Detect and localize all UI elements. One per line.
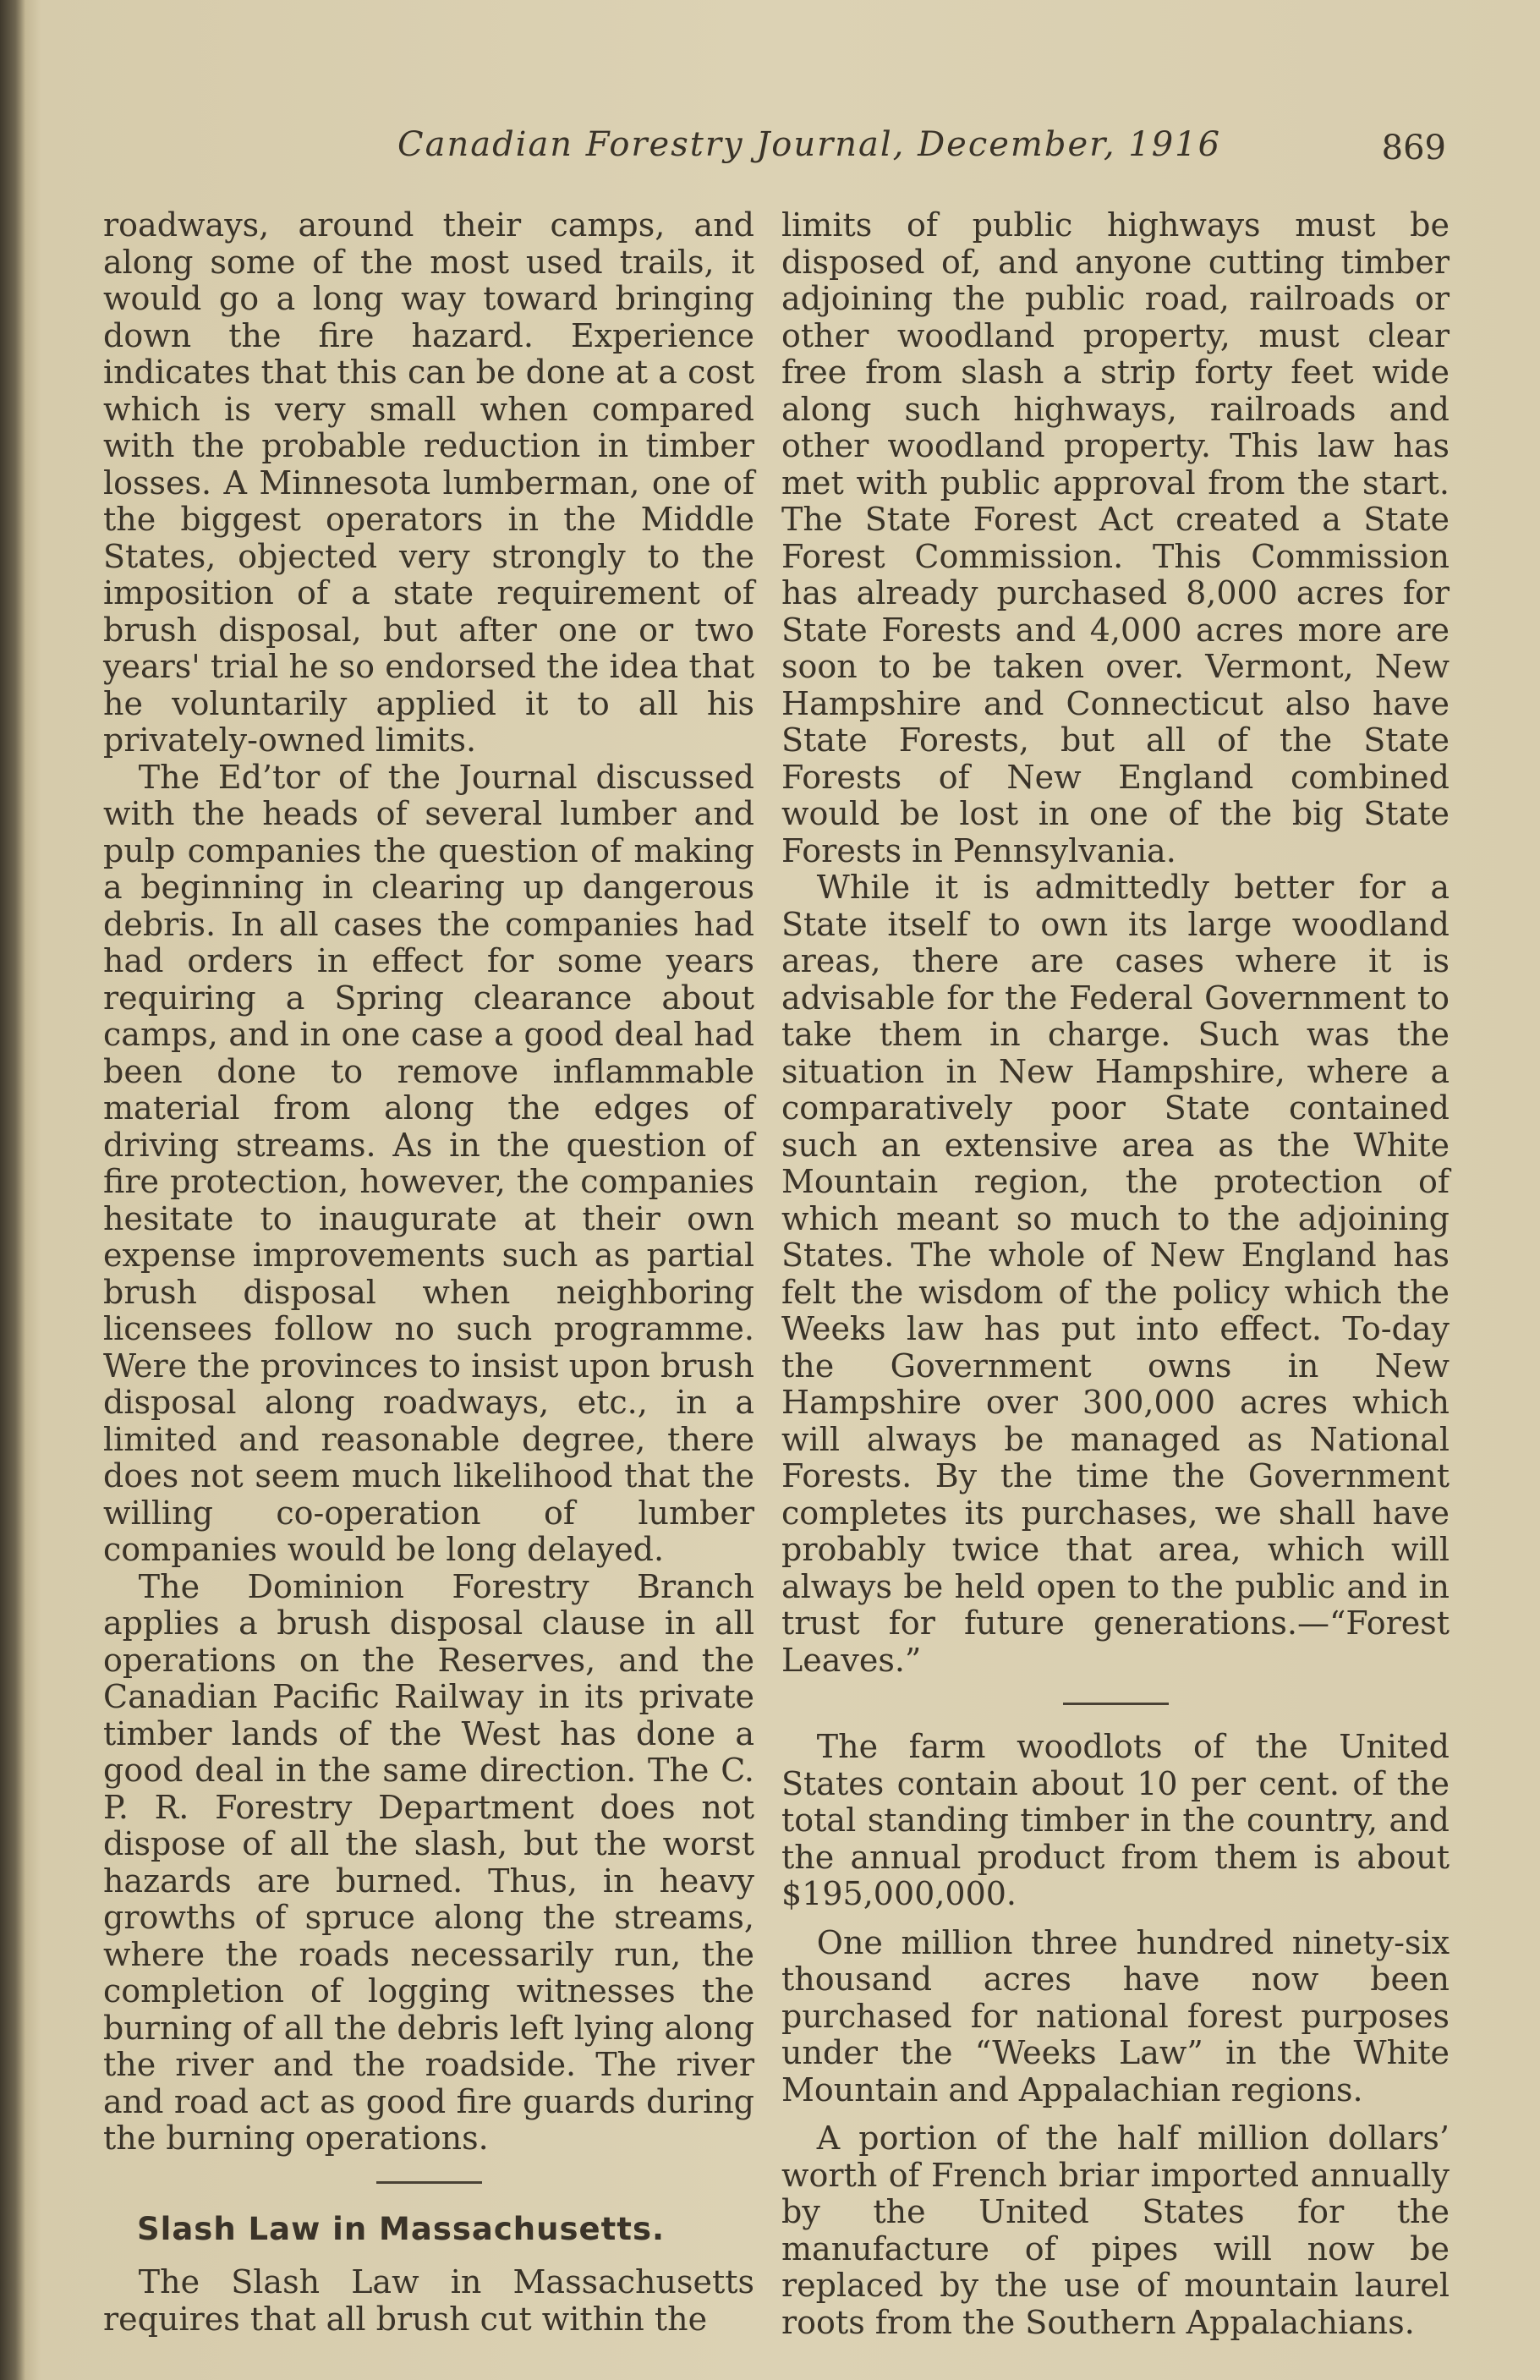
paragraph: The Slash Law in Massachusetts requires that all brush cut within the bbox=[103, 2263, 754, 2338]
page-binding-shadow bbox=[0, 0, 25, 2380]
running-head: Canadian Forestry Journal, December, 1916 bbox=[397, 125, 1222, 164]
section-divider bbox=[1063, 1703, 1169, 1705]
paragraph: limits of public highways must be disposed of, and anyone cutting timber adjoining the public road, railroads or other woodland property, must clear free from slash a strip forty feet wide along such highways, railroads and other woodland property. This law has met with public approval from the start. The State Forest Act created a State Forest Commission. This Commission has already purchased 8,000 acres for State Forests and 4,000 acres more are soon to be taken over. Vermont, New Hampshire and Connecticut also have State Forests, but all of the State Forests of New England combined would be lost in one of the big State Forests in Pennsylvania. bbox=[781, 206, 1450, 869]
paragraph: The Dominion Forestry Branch applies a brush disposal clause in all operations on the Reserves, and the Canadian Pacific Railway in its private timber lands of the West has done a good deal in the same direction. The C. P. R. Forestry Department does not dispose of all the slash, but the worst hazards are burned. Thus, in heavy growths of spruce along the streams, where the roads necessarily run, the completion of logging witnesses the burning of all the debris left lying along the river and the roadside. The river and road act as good fire guards during the burning operations. bbox=[103, 1567, 754, 2157]
news-item: A portion of the half million dollars’ worth of French briar imported annually by the United States for the manufacture of pipes will now be replaced by the use of mountain laurel roots from the Southern Appalachians. bbox=[781, 2120, 1450, 2341]
paragraph: The Ed’tor of the Journal discussed with the heads of several lumber and pulp companies the question of making a beginning in clearing up dangerous debris. In all cases the companies had had orders in effect for some years requiring a Spring clearance about camps, and in one case a good deal had been done to remove inflammable material from along the edges of driving streams. As in the question of fire protection, however, the companies hesitate to inaugurate at their own expense improvements such as partial brush disposal when neighboring licensees follow no such programme. Were the provinces to insist upon brush disposal along roadways, etc., in a limited and reasonable degree, there does not seem much likelihood that the willing co-operation of lumber companies would be long delayed. bbox=[103, 758, 754, 1568]
section-heading: Slash Law in Massachusetts. bbox=[137, 2210, 666, 2247]
news-item: One million three hundred ninety-six thousand acres have now been purchased for national forest purposes under the “Weeks Law” in the White Mountain and Appalachian regions. bbox=[781, 1923, 1450, 2109]
page-number: 869 bbox=[1381, 129, 1446, 167]
news-item: The farm woodlots of the United States contain about 10 per cent. of the total standing timber in the country, and the annual product from them is about $195,000,000. bbox=[781, 1728, 1450, 1912]
spacer bbox=[781, 2109, 1450, 2120]
paragraph: While it is admittedly better for a State itself to own its large woodland areas, there are cases where it is advisable for the Federal Government to take them in charge. Such was the situation in New Hampshire, where a comparatively poor State contained such an extensive area as the White Mountain region, the protection of which meant so much to the adjoining States. The whole of New England has felt the wisdom of the policy which the Weeks law has put into effect. To-day the Government owns in New Hampshire over 300,000 acres which will always be managed as National Forests. By the time the Government completes its purchases, we shall have probably twice that area, which will always be held open to the public and in trust for future generations.—“Forest Leaves.” bbox=[781, 869, 1450, 1679]
left-column bbox=[103, 207, 754, 2338]
section-divider bbox=[376, 2181, 482, 2184]
spacer bbox=[781, 1913, 1450, 1925]
page-header bbox=[397, 125, 1446, 184]
paragraph: roadways, around their camps, and along some of the most used trails, it would go a long way toward bringing down the fire hazard. Experience indicates that this can be done at a cost which is very small when compared with the probable reduction in timber losses. A Minnesota lumberman, one of the biggest operators in the Middle States, objected very strongly to the imposition of a state requirement of brush disposal, but after one or two years' trial he so endorsed the idea that he voluntarily applied it to all his privately-owned limits. bbox=[103, 206, 754, 759]
right-column bbox=[781, 207, 1450, 2341]
